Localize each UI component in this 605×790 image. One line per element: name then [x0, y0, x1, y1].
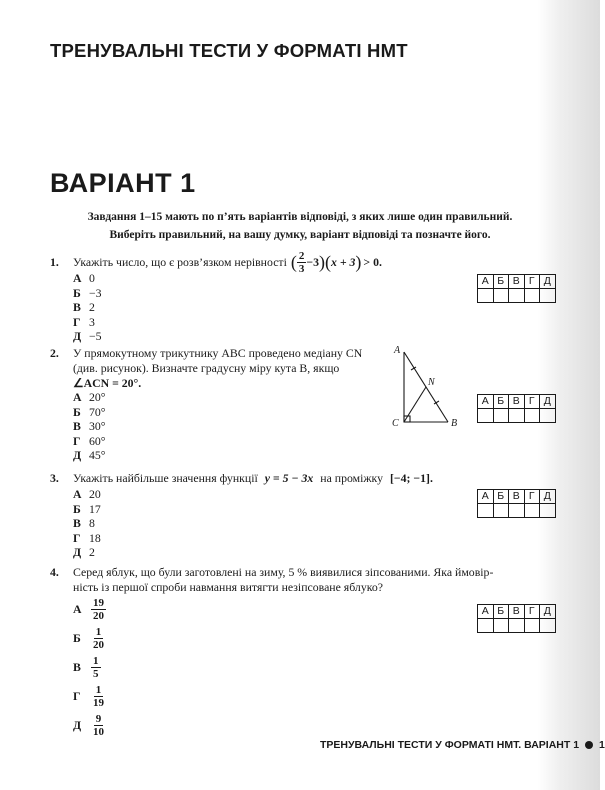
answer-letter: Б [493, 275, 509, 289]
answer-letter: А [478, 275, 494, 289]
answer-letter: А [478, 490, 494, 504]
answer-letter: Д [540, 275, 556, 289]
question-text: Укажіть найбільше значення функції y = 5 − 3x на проміжку [−4; −1]. [73, 471, 433, 485]
answer-cell[interactable] [524, 409, 540, 423]
answer-letter: В [509, 490, 525, 504]
vertex-label: C [392, 418, 399, 429]
answer-cell[interactable] [524, 504, 540, 518]
formula-factor: x + 3 [330, 254, 356, 269]
vertex-label: A [394, 345, 401, 356]
page-number: 1 [599, 739, 605, 751]
formula-term: −3 [306, 254, 319, 269]
footer-text: ТРЕНУВАЛЬНІ ТЕСТИ У ФОРМАТІ НМТ. ВАРІАНТ 1 [320, 739, 580, 751]
answer-cell[interactable] [493, 504, 509, 518]
answer-grid-1 [477, 274, 556, 303]
answer-letter: Б [493, 490, 509, 504]
option-g: Г 18 [73, 530, 101, 545]
question-number: 3. [50, 471, 59, 485]
question-prompt: Укажіть число, що є розв’язком нерівності [73, 254, 287, 269]
answer-cell[interactable] [540, 289, 556, 303]
question-number: 4. [50, 565, 59, 579]
answer-letter: Д [540, 395, 556, 409]
option-a: А $\frac{19}{20}$ [73, 597, 104, 622]
fraction-denominator: 3 [298, 262, 305, 275]
answer-grid-2 [477, 394, 556, 423]
instructions [70, 208, 530, 244]
option-b: Б 70° [73, 404, 106, 419]
option-b: Б 17 [73, 501, 101, 516]
answer-grid-4 [477, 604, 556, 633]
answer-letter: Г [524, 490, 540, 504]
answer-cell[interactable] [509, 289, 525, 303]
answer-cell[interactable] [524, 289, 540, 303]
inequality-formula: ( $\frac{2}{3}$ −3 ) ( x + 3 ) > 0. [290, 249, 382, 275]
option-a: А 20° [73, 390, 106, 404]
options-list [73, 487, 101, 560]
answer-letter: Б [493, 605, 509, 619]
option-g: Г $\frac{1}{19}$ [73, 684, 104, 709]
option-v: В 30° [73, 419, 106, 433]
question-text [73, 247, 382, 277]
answer-cell[interactable] [509, 504, 525, 518]
question-text: У прямокутному трикутнику ABC проведено медіану CN (див. рисунок). Визначте градусну міру кута B, якщо ∠ACN = 20°. [73, 346, 363, 390]
answer-letter: А [478, 605, 494, 619]
vertex-label: N [428, 377, 435, 388]
answer-cell[interactable] [493, 409, 509, 423]
answer-letter: В [509, 275, 525, 289]
answer-cell[interactable] [493, 289, 509, 303]
option-b: Б $\frac{1}{20}$ [73, 626, 104, 651]
fraction-numerator: 2 [298, 249, 305, 262]
answer-letter: Д [540, 605, 556, 619]
option-g: Г 60° [73, 433, 106, 448]
answer-cell[interactable] [509, 409, 525, 423]
answer-cell[interactable] [540, 504, 556, 518]
answer-cell[interactable] [524, 619, 540, 633]
option-a: А 20 [73, 487, 101, 501]
answer-cell[interactable] [540, 409, 556, 423]
instructions-line-1: Завдання 1–15 мають по п’ять варіантів відповіді, з яких лише один правильний. [87, 211, 513, 223]
option-v: В 2 [73, 300, 95, 314]
option-a: А 0 [73, 271, 95, 285]
answer-letter: Д [540, 490, 556, 504]
answer-cell[interactable] [493, 619, 509, 633]
answer-cell[interactable] [478, 504, 494, 518]
options-list [73, 271, 102, 344]
option-d: Д 45° [73, 448, 106, 462]
formula-tail: > 0. [363, 254, 382, 269]
answer-letter: А [478, 395, 494, 409]
option-v: В $\frac{1}{5}$ [73, 655, 99, 680]
answer-letter: Б [493, 395, 509, 409]
options-list [73, 390, 106, 463]
answer-letter: Г [524, 395, 540, 409]
answer-letter: Г [524, 605, 540, 619]
answer-cell[interactable] [478, 619, 494, 633]
triangle-median [404, 387, 426, 422]
option-b: Б −3 [73, 285, 102, 300]
triangle-figure [388, 340, 468, 432]
answer-cell[interactable] [478, 289, 494, 303]
vertex-label: B [451, 418, 458, 429]
answer-cell[interactable] [540, 619, 556, 633]
answer-letter: В [509, 605, 525, 619]
question-number: 2. [50, 346, 59, 360]
answer-cell[interactable] [509, 619, 525, 633]
answer-cell[interactable] [478, 409, 494, 423]
options-list [73, 595, 106, 740]
question-number: 1. [50, 255, 59, 269]
answer-grid-3 [477, 489, 556, 518]
question-text: Серед яблук, що були заготовлені на зиму, 5 % виявилися зіпсованими. Яка ймовір- ність із першої спроби навмання витягти незіпсоване яблуко? [73, 565, 494, 594]
answer-letter: Г [524, 275, 540, 289]
option-g: Г 3 [73, 314, 95, 329]
option-d: Д −5 [73, 329, 102, 343]
answer-letter: В [509, 395, 525, 409]
interval: [−4; −1]. [389, 471, 433, 485]
variant-title: ВАРІАНТ 1 [50, 168, 196, 198]
function-formula: y = 5 − 3x [264, 471, 314, 485]
instructions-line-2: Виберіть правильний, на вашу думку, варіант відповіді та позначте його. [109, 229, 491, 241]
option-d: Д 2 [73, 545, 95, 559]
option-v: В 8 [73, 516, 95, 530]
page-footer [320, 739, 605, 751]
option-d: Д $\frac{9}{10}$ [73, 713, 104, 738]
section-header: ТРЕНУВАЛЬНІ ТЕСТИ У ФОРМАТІ НМТ [50, 40, 408, 61]
